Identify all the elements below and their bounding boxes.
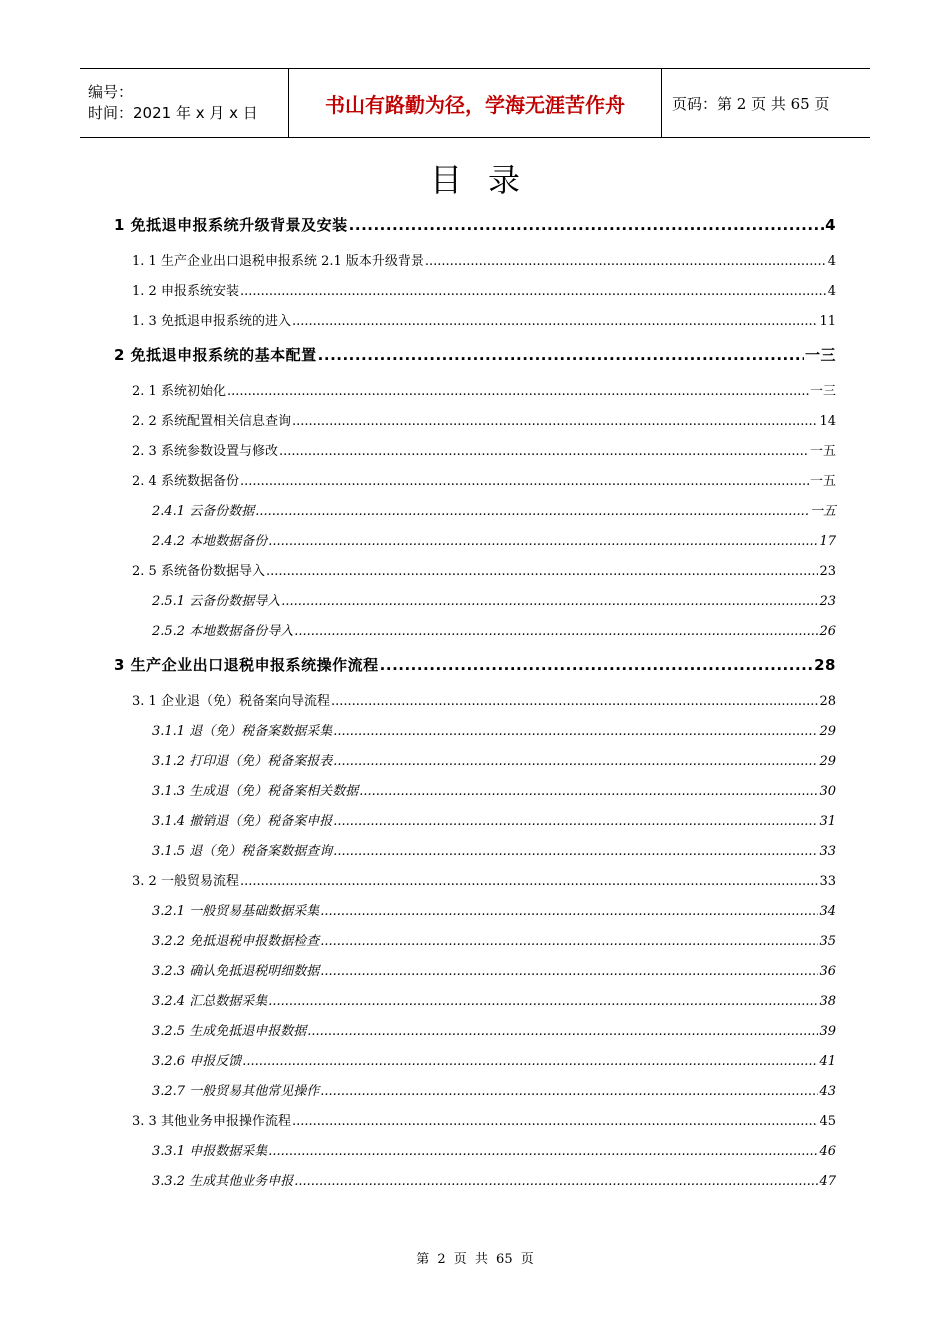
toc-entry[interactable] [114, 310, 836, 340]
page-info-text: 页码：第 2 页 共 65 页 [672, 94, 830, 113]
toc-entry[interactable] [114, 870, 836, 900]
toc-entry[interactable] [114, 1080, 836, 1110]
toc-entry-page: 35 [819, 934, 836, 949]
toc-entry-title: 2. 4 系统数据备份 [132, 474, 239, 489]
toc-entry-title: 3.1.2 打印退（免）税备案报表 [152, 754, 333, 769]
toc-entry-page: 33 [819, 844, 836, 859]
toc-entry-page: 一三 [804, 346, 836, 364]
toc-entry[interactable] [114, 530, 836, 560]
toc-leader-dots [240, 284, 827, 299]
toc-entry-title: 2 免抵退申报系统的基本配置 [114, 346, 317, 364]
toc-entry-page: 29 [819, 724, 836, 739]
toc-entry[interactable] [114, 900, 836, 930]
toc-entry-title: 2. 2 系统配置相关信息查询 [132, 414, 291, 429]
toc-leader-dots [359, 784, 818, 799]
toc-leader-dots [242, 1054, 818, 1069]
toc-entry-title: 3.3.1 申报数据采集 [152, 1144, 268, 1159]
toc-leader-dots [307, 1024, 818, 1039]
toc-leader-dots [318, 346, 804, 364]
toc-entry-page: 30 [819, 784, 836, 799]
toc-entry-title: 3.1.1 退（免）税备案数据采集 [152, 724, 333, 739]
toc-entry-page: 4 [827, 254, 836, 269]
toc-leader-dots [320, 1084, 818, 1099]
toc-entry-page: 一三 [809, 384, 836, 399]
toc-entry-title: 3.2.3 确认免抵退税明细数据 [152, 964, 320, 979]
toc-entry-title: 1. 1 生产企业出口退税申报系统 2.1 版本升级背景 [132, 254, 424, 269]
toc-entry-page: 23 [819, 564, 836, 579]
toc-entry-title: 1 免抵退申报系统升级背景及安装 [114, 216, 348, 234]
toc-entry[interactable] [114, 620, 836, 650]
toc-entry[interactable] [114, 250, 836, 280]
toc-entry-page: 一五 [809, 444, 836, 459]
toc-entry-title: 3.2.2 免抵退税申报数据检查 [152, 934, 320, 949]
toc-entry-title: 3.1.5 退（免）税备案数据查询 [152, 844, 333, 859]
toc-entry[interactable] [114, 280, 836, 310]
toc-entry[interactable] [114, 960, 836, 990]
toc-entry-title: 3.1.4 撤销退（免）税备案申报 [152, 814, 333, 829]
toc-leader-dots [380, 656, 813, 674]
toc-entry-title: 2.4.2 本地数据备份 [152, 534, 268, 549]
page-title: 目录 [429, 161, 546, 199]
toc-leader-dots [266, 564, 819, 579]
toc-entry-page: 31 [819, 814, 836, 829]
toc-leader-dots [425, 254, 827, 269]
toc-entry[interactable] [114, 500, 836, 530]
toc-entry-page: 36 [819, 964, 836, 979]
toc-entry[interactable] [114, 1110, 836, 1140]
number-label: 编号： [88, 83, 134, 101]
toc-entry[interactable] [114, 1050, 836, 1080]
toc-entry[interactable] [114, 990, 836, 1020]
toc-entry-page: 4 [825, 216, 836, 234]
toc-entry[interactable] [114, 810, 836, 840]
toc-entry-title: 3.2.7 一般贸易其他常见操作 [152, 1084, 320, 1099]
toc-entry[interactable] [114, 590, 836, 620]
toc-entry-title: 3.2.5 生成免抵退申报数据 [152, 1024, 307, 1039]
toc-entry-title: 3.3.2 生成其他业务申报 [152, 1174, 294, 1189]
toc-leader-dots [279, 444, 809, 459]
toc-leader-dots [240, 874, 819, 889]
toc-entry[interactable] [114, 214, 836, 244]
toc-leader-dots [281, 594, 818, 609]
toc-entry-title: 1. 3 免抵退申报系统的进入 [132, 314, 291, 329]
toc-entry-page: 41 [819, 1054, 836, 1069]
toc-entry-page: 11 [819, 314, 836, 329]
toc-leader-dots [292, 1114, 819, 1129]
toc-leader-dots [294, 624, 818, 639]
toc-leader-dots [320, 964, 818, 979]
toc-entry-page: 17 [819, 534, 836, 549]
toc-entry[interactable] [114, 344, 836, 374]
toc-entry-page: 23 [819, 594, 836, 609]
toc-entry-title: 3.2.4 汇总数据采集 [152, 994, 268, 1009]
toc-leader-dots [333, 814, 818, 829]
toc-entry-page: 28 [819, 694, 836, 709]
toc-entry-title: 2.5.2 本地数据备份导入 [152, 624, 294, 639]
toc-entry[interactable] [114, 440, 836, 470]
header-meta [80, 69, 288, 137]
toc-entry[interactable] [114, 690, 836, 720]
table-of-contents [114, 210, 836, 1200]
toc-leader-dots [255, 504, 809, 519]
toc-entry-page: 26 [819, 624, 836, 639]
toc-entry[interactable] [114, 410, 836, 440]
toc-entry-page: 28 [814, 656, 836, 674]
toc-leader-dots [268, 1144, 818, 1159]
toc-leader-dots [320, 934, 818, 949]
toc-entry-page: 39 [819, 1024, 836, 1039]
toc-entry[interactable] [114, 720, 836, 750]
toc-entry-title: 3. 2 一般贸易流程 [132, 874, 239, 889]
toc-entry-title: 3. 3 其他业务申报操作流程 [132, 1114, 291, 1129]
toc-leader-dots [292, 314, 819, 329]
toc-leader-dots [268, 994, 818, 1009]
toc-leader-dots [240, 474, 809, 489]
toc-leader-dots [320, 904, 818, 919]
toc-entry-title: 3.2.1 一般贸易基础数据采集 [152, 904, 320, 919]
toc-entry-page: 29 [819, 754, 836, 769]
toc-entry-page: 34 [819, 904, 836, 919]
toc-leader-dots [333, 844, 818, 859]
toc-entry[interactable] [114, 1140, 836, 1170]
toc-leader-dots [331, 694, 819, 709]
toc-entry[interactable] [114, 380, 836, 410]
toc-entry-title: 3. 1 企业退（免）税备案向导流程 [132, 694, 330, 709]
toc-entry-title: 3 生产企业出口退税申报系统操作流程 [114, 656, 379, 674]
toc-leader-dots [333, 754, 818, 769]
motto-text: 书山有路勤为径，学海无涯苦作舟 [325, 92, 625, 117]
toc-entry-page: 45 [819, 1114, 836, 1129]
toc-entry[interactable] [114, 1020, 836, 1050]
toc-entry-page: 38 [819, 994, 836, 1009]
toc-leader-dots [292, 414, 819, 429]
toc-entry[interactable] [114, 780, 836, 810]
toc-entry[interactable] [114, 930, 836, 960]
toc-leader-dots [349, 216, 824, 234]
toc-leader-dots [227, 384, 809, 399]
toc-entry[interactable] [114, 840, 836, 870]
toc-entry-page: 43 [819, 1084, 836, 1099]
toc-entry-page: 46 [819, 1144, 836, 1159]
toc-entry-title: 3.1.3 生成退（免）税备案相关数据 [152, 784, 359, 799]
toc-entry-title: 1. 2 申报系统安装 [132, 284, 239, 299]
toc-entry-title: 2. 1 系统初始化 [132, 384, 226, 399]
toc-entry[interactable] [114, 654, 836, 684]
time-label: 时间：2021 年 x 月 x 日 [88, 104, 258, 122]
toc-leader-dots [268, 534, 818, 549]
toc-entry-page: 14 [819, 414, 836, 429]
toc-entry-page: 一五 [809, 474, 836, 489]
toc-entry-page: 4 [827, 284, 836, 299]
toc-entry-title: 2. 5 系统备份数据导入 [132, 564, 265, 579]
page-footer: 第 2 页 共 65 页 [416, 1252, 534, 1267]
toc-entry[interactable] [114, 750, 836, 780]
toc-entry-page: 一五 [809, 504, 836, 519]
toc-entry[interactable] [114, 560, 836, 590]
toc-leader-dots [333, 724, 818, 739]
toc-entry-page: 47 [819, 1174, 836, 1189]
toc-entry-title: 3.2.6 申报反馈 [152, 1054, 242, 1069]
toc-entry-title: 2.4.1 云备份数据 [152, 504, 255, 519]
toc-entry[interactable] [114, 1170, 836, 1200]
toc-entry-page: 33 [819, 874, 836, 889]
header-page-info [662, 69, 870, 137]
toc-entry-title: 2. 3 系统参数设置与修改 [132, 444, 278, 459]
toc-entry[interactable] [114, 470, 836, 500]
page-header [80, 68, 870, 138]
toc-leader-dots [294, 1174, 818, 1189]
toc-entry-title: 2.5.1 云备份数据导入 [152, 594, 281, 609]
header-motto [288, 69, 662, 137]
